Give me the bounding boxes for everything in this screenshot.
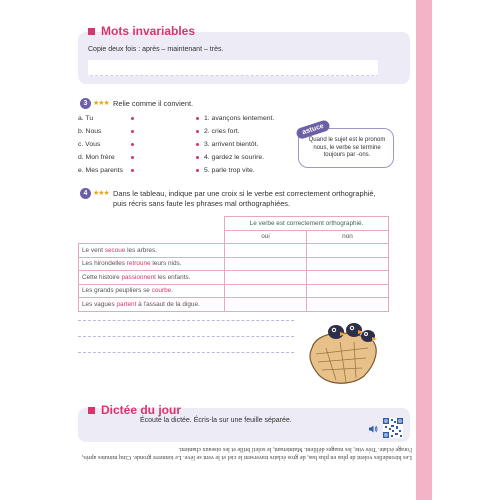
- dictee-instruction: Écoute la dictée. Écris-la sur une feuille séparée.: [140, 417, 292, 424]
- table-row: [79, 284, 389, 298]
- match-left-item: a. Tu: [78, 115, 94, 122]
- non-cell[interactable]: [307, 298, 389, 312]
- rewrite-line[interactable]: [78, 336, 294, 337]
- section-title-mots-invariables: [88, 24, 195, 38]
- exercise-4-instruction-line1: Dans le tableau, indique par une croix si le verbe est correctement orthographié,: [113, 189, 376, 198]
- bird-nest-illustration: [306, 318, 384, 390]
- match-dot-left[interactable]: [131, 169, 134, 172]
- exercise-3-instruction: Relie comme il convient.: [113, 99, 194, 108]
- copy-writing-line[interactable]: [88, 60, 378, 76]
- difficulty-stars-icon: ★★★: [93, 190, 109, 197]
- table-row: [79, 244, 389, 258]
- col-oui: oui: [225, 230, 307, 244]
- astuce-tag: astuce: [295, 119, 331, 140]
- table-row: [79, 257, 389, 271]
- match-dot-right[interactable]: [196, 143, 199, 146]
- verb-check-table: [78, 216, 389, 312]
- mots-invariables-box: [78, 32, 410, 84]
- match-left-item: b. Nous: [78, 128, 102, 135]
- match-right-item: 2. cries fort.: [204, 128, 240, 135]
- dictee-text-upside-down: Les hirondelles volent de plus en plus bas, de gros éclairs traversent le ciel et le vent se lève. Le tonnerre gronde. Cinq minutes après, l'orage éclate. Très vite, les nuages défilent. Maintenant, le soleil brille et les oiseaux chantent.: [81, 446, 412, 461]
- oui-cell[interactable]: [225, 271, 307, 285]
- rewrite-line[interactable]: [78, 352, 294, 353]
- match-dot-right[interactable]: [196, 130, 199, 133]
- oui-cell[interactable]: [225, 284, 307, 298]
- col-non: non: [307, 230, 389, 244]
- table-row: [79, 298, 389, 312]
- oui-cell[interactable]: [225, 244, 307, 258]
- sentence-cell: Les vagues partent à l'assaut de la digue.: [79, 298, 225, 312]
- match-right-item: 1. avançons lentement.: [204, 115, 275, 122]
- qr-code-icon[interactable]: [383, 418, 403, 438]
- sentence-cell: Les grands peupliers se courbe.: [79, 284, 225, 298]
- match-left-item: d. Mon frère: [78, 154, 115, 161]
- match-left-item: e. Mes parents: [78, 167, 123, 174]
- table-header: Le verbe est correctement orthographié.: [225, 217, 389, 231]
- section-title-text: Mots invariables: [101, 24, 196, 38]
- difficulty-stars-icon: ★★★: [93, 100, 109, 107]
- match-dot-left[interactable]: [131, 143, 134, 146]
- non-cell[interactable]: [307, 244, 389, 258]
- oui-cell[interactable]: [225, 298, 307, 312]
- square-bullet-icon: [88, 28, 95, 35]
- square-bullet-icon: [88, 407, 95, 414]
- astuce-text: Quand le sujet est le pronom nous, le verbe se termine toujours par -ons.: [308, 137, 386, 158]
- match-right-item: 5. parle trop vite.: [204, 167, 255, 174]
- sentence-cell: Les hirondelles retroune leurs nids.: [79, 257, 225, 271]
- non-cell[interactable]: [307, 257, 389, 271]
- page-edge-band: [416, 0, 432, 500]
- table-row: [79, 271, 389, 285]
- sentence-cell: Le vent secoue les arbres.: [79, 244, 225, 258]
- speaker-icon[interactable]: [368, 424, 378, 434]
- match-dot-right[interactable]: [196, 156, 199, 159]
- exercise-4-instruction-line2: puis récris sans faute les phrases mal orthographiées.: [113, 198, 291, 208]
- match-right-item: 3. arrivent bientôt.: [204, 141, 259, 148]
- rewrite-line[interactable]: [78, 320, 294, 321]
- exercise-number-3: 3: [80, 98, 91, 109]
- section-title-text: Dictée du jour: [101, 403, 182, 417]
- match-dot-left[interactable]: [131, 130, 134, 133]
- match-left-item: c. Vous: [78, 141, 101, 148]
- sentence-cell: Cette histoire passionnent les enfants.: [79, 271, 225, 285]
- match-dot-left[interactable]: [131, 117, 134, 120]
- page-margin: [432, 0, 500, 500]
- exercise-4-instruction: [113, 189, 409, 208]
- match-dot-right[interactable]: [196, 169, 199, 172]
- non-cell[interactable]: [307, 284, 389, 298]
- non-cell[interactable]: [307, 271, 389, 285]
- section-title-dictee: [88, 403, 181, 417]
- match-right-item: 4. gardez le sourire.: [204, 154, 265, 161]
- match-dot-left[interactable]: [131, 156, 134, 159]
- oui-cell[interactable]: [225, 257, 307, 271]
- match-dot-right[interactable]: [196, 117, 199, 120]
- copy-instruction: Copie deux fois : après – maintenant – très.: [88, 46, 224, 53]
- exercise-number-4: 4: [80, 188, 91, 199]
